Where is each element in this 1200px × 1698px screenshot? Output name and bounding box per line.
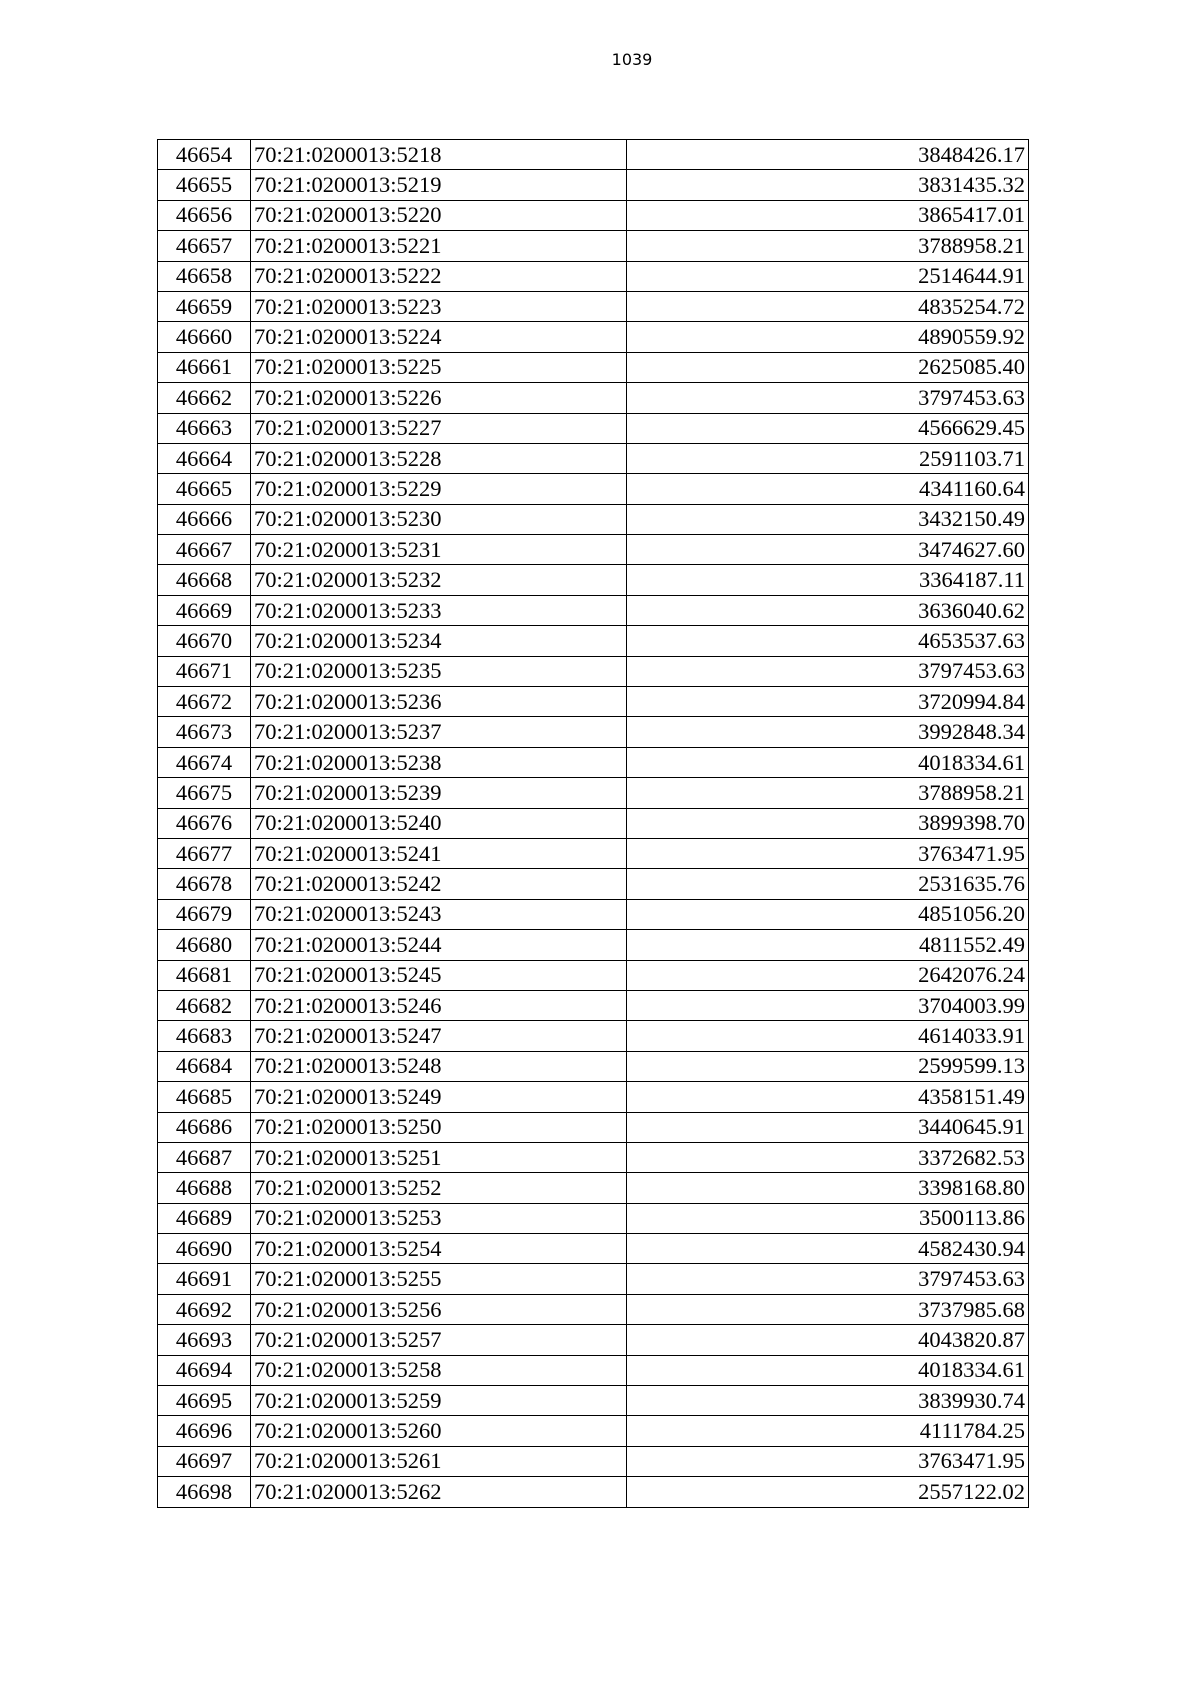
cadastral-number-cell: 70:21:0200013:5260 [251,1416,627,1446]
row-number-cell: 46663 [158,413,251,443]
value-cell: 3432150.49 [627,504,1029,534]
table-row [158,869,1029,899]
value-cell: 2599599.13 [627,1051,1029,1081]
value-cell: 3899398.70 [627,808,1029,838]
cadastral-number-cell: 70:21:0200013:5251 [251,1142,627,1172]
row-number-cell: 46679 [158,899,251,929]
row-number-cell: 46664 [158,443,251,473]
table-row [158,261,1029,291]
table-row [158,899,1029,929]
row-number-cell: 46686 [158,1112,251,1142]
value-cell: 3763471.95 [627,1446,1029,1476]
cadastral-number-cell: 70:21:0200013:5228 [251,443,627,473]
row-number-cell: 46690 [158,1234,251,1264]
cadastral-number-cell: 70:21:0200013:5246 [251,990,627,1020]
cadastral-number-cell: 70:21:0200013:5229 [251,474,627,504]
cadastral-number-cell: 70:21:0200013:5224 [251,322,627,352]
row-number-cell: 46683 [158,1021,251,1051]
row-number-cell: 46678 [158,869,251,899]
value-cell: 3797453.63 [627,656,1029,686]
value-cell: 2591103.71 [627,443,1029,473]
table-row [158,1112,1029,1142]
row-number-cell: 46694 [158,1355,251,1385]
table-row [158,1264,1029,1294]
row-number-cell: 46675 [158,778,251,808]
row-number-cell: 46685 [158,1082,251,1112]
row-number-cell: 46669 [158,595,251,625]
cadastral-number-cell: 70:21:0200013:5245 [251,960,627,990]
row-number-cell: 46666 [158,504,251,534]
value-cell: 3839930.74 [627,1386,1029,1416]
value-cell: 4111784.25 [627,1416,1029,1446]
cadastral-number-cell: 70:21:0200013:5243 [251,899,627,929]
value-cell: 4566629.45 [627,413,1029,443]
table-body [158,140,1029,1508]
value-cell: 2642076.24 [627,960,1029,990]
row-number-cell: 46695 [158,1386,251,1416]
table-row [158,474,1029,504]
value-cell: 3704003.99 [627,990,1029,1020]
cadastral-number-cell: 70:21:0200013:5219 [251,170,627,200]
row-number-cell: 46661 [158,352,251,382]
cadastral-number-cell: 70:21:0200013:5220 [251,200,627,230]
row-number-cell: 46659 [158,291,251,321]
table-row [158,687,1029,717]
table-row [158,1082,1029,1112]
row-number-cell: 46692 [158,1294,251,1324]
table-row [158,1203,1029,1233]
cadastral-number-cell: 70:21:0200013:5253 [251,1203,627,1233]
cadastral-number-cell: 70:21:0200013:5255 [251,1264,627,1294]
table-row [158,1477,1029,1507]
cadastral-number-cell: 70:21:0200013:5261 [251,1446,627,1476]
row-number-cell: 46681 [158,960,251,990]
value-cell: 3992848.34 [627,717,1029,747]
value-cell: 4358151.49 [627,1082,1029,1112]
value-cell: 4341160.64 [627,474,1029,504]
value-cell: 4653537.63 [627,626,1029,656]
table-row [158,1386,1029,1416]
row-number-cell: 46673 [158,717,251,747]
cadastral-number-cell: 70:21:0200013:5221 [251,231,627,261]
table-row [158,1173,1029,1203]
table-row [158,1142,1029,1172]
value-cell: 4614033.91 [627,1021,1029,1051]
cadastral-number-cell: 70:21:0200013:5250 [251,1112,627,1142]
value-cell: 3440645.91 [627,1112,1029,1142]
cadastral-number-cell: 70:21:0200013:5225 [251,352,627,382]
value-cell: 2514644.91 [627,261,1029,291]
value-cell: 4851056.20 [627,899,1029,929]
row-number-cell: 46697 [158,1446,251,1476]
table-row [158,1234,1029,1264]
value-cell: 3865417.01 [627,200,1029,230]
value-cell: 4582430.94 [627,1234,1029,1264]
value-cell: 4018334.61 [627,747,1029,777]
cadastral-number-cell: 70:21:0200013:5238 [251,747,627,777]
value-cell: 3797453.63 [627,1264,1029,1294]
value-cell: 3737985.68 [627,1294,1029,1324]
cadastral-number-cell: 70:21:0200013:5223 [251,291,627,321]
table-row [158,1325,1029,1355]
table-row [158,990,1029,1020]
cadastral-number-cell: 70:21:0200013:5237 [251,717,627,747]
cadastral-number-cell: 70:21:0200013:5259 [251,1386,627,1416]
value-cell: 3788958.21 [627,778,1029,808]
value-cell: 3763471.95 [627,838,1029,868]
cadastral-number-cell: 70:21:0200013:5231 [251,535,627,565]
table-row [158,656,1029,686]
row-number-cell: 46693 [158,1325,251,1355]
table-row [158,352,1029,382]
table-row [158,322,1029,352]
cadastral-number-cell: 70:21:0200013:5234 [251,626,627,656]
table-row [158,140,1029,170]
row-number-cell: 46655 [158,170,251,200]
row-number-cell: 46672 [158,687,251,717]
table-row [158,747,1029,777]
table-row [158,808,1029,838]
table-row [158,930,1029,960]
cadastral-number-cell: 70:21:0200013:5252 [251,1173,627,1203]
cadastral-number-cell: 70:21:0200013:5240 [251,808,627,838]
cadastral-number-cell: 70:21:0200013:5241 [251,838,627,868]
table-row [158,1021,1029,1051]
value-cell: 3788958.21 [627,231,1029,261]
value-cell: 4811552.49 [627,930,1029,960]
cadastral-number-cell: 70:21:0200013:5227 [251,413,627,443]
cadastral-number-cell: 70:21:0200013:5248 [251,1051,627,1081]
table-row [158,838,1029,868]
cadastral-number-cell: 70:21:0200013:5239 [251,778,627,808]
row-number-cell: 46698 [158,1477,251,1507]
value-cell: 3372682.53 [627,1142,1029,1172]
cadastral-number-cell: 70:21:0200013:5262 [251,1477,627,1507]
cadastral-number-cell: 70:21:0200013:5242 [251,869,627,899]
cadastral-value-table [157,139,1029,1508]
value-cell: 4835254.72 [627,291,1029,321]
value-cell: 4890559.92 [627,322,1029,352]
table-row [158,1051,1029,1081]
cadastral-number-cell: 70:21:0200013:5233 [251,595,627,625]
row-number-cell: 46677 [158,838,251,868]
cadastral-number-cell: 70:21:0200013:5258 [251,1355,627,1385]
table-row [158,504,1029,534]
table-row [158,413,1029,443]
table-row [158,231,1029,261]
row-number-cell: 46684 [158,1051,251,1081]
row-number-cell: 46667 [158,535,251,565]
cadastral-number-cell: 70:21:0200013:5244 [251,930,627,960]
cadastral-number-cell: 70:21:0200013:5235 [251,656,627,686]
value-cell: 4043820.87 [627,1325,1029,1355]
row-number-cell: 46676 [158,808,251,838]
row-number-cell: 46656 [158,200,251,230]
value-cell: 4018334.61 [627,1355,1029,1385]
page-number: 1039 [611,50,653,69]
table-row [158,170,1029,200]
cadastral-number-cell: 70:21:0200013:5254 [251,1234,627,1264]
row-number-cell: 46658 [158,261,251,291]
table-row [158,717,1029,747]
row-number-cell: 46665 [158,474,251,504]
row-number-cell: 46696 [158,1416,251,1446]
table-row [158,291,1029,321]
cadastral-number-cell: 70:21:0200013:5232 [251,565,627,595]
row-number-cell: 46662 [158,383,251,413]
value-cell: 3398168.80 [627,1173,1029,1203]
table-row [158,443,1029,473]
cadastral-number-cell: 70:21:0200013:5256 [251,1294,627,1324]
table-row [158,778,1029,808]
value-cell: 3720994.84 [627,687,1029,717]
table-row [158,1294,1029,1324]
cadastral-number-cell: 70:21:0200013:5218 [251,140,627,170]
row-number-cell: 46689 [158,1203,251,1233]
row-number-cell: 46691 [158,1264,251,1294]
row-number-cell: 46671 [158,656,251,686]
row-number-cell: 46688 [158,1173,251,1203]
row-number-cell: 46670 [158,626,251,656]
row-number-cell: 46657 [158,231,251,261]
cadastral-number-cell: 70:21:0200013:5230 [251,504,627,534]
table-row [158,200,1029,230]
cadastral-number-cell: 70:21:0200013:5222 [251,261,627,291]
table-row [158,1355,1029,1385]
table-row [158,565,1029,595]
cadastral-number-cell: 70:21:0200013:5249 [251,1082,627,1112]
value-cell: 3474627.60 [627,535,1029,565]
value-cell: 2531635.76 [627,869,1029,899]
table-row [158,535,1029,565]
table-row [158,626,1029,656]
value-cell: 2557122.02 [627,1477,1029,1507]
value-cell: 3636040.62 [627,595,1029,625]
value-cell: 3831435.32 [627,170,1029,200]
cadastral-number-cell: 70:21:0200013:5257 [251,1325,627,1355]
row-number-cell: 46660 [158,322,251,352]
table-row [158,1416,1029,1446]
row-number-cell: 46682 [158,990,251,1020]
row-number-cell: 46668 [158,565,251,595]
table-row [158,383,1029,413]
value-cell: 3364187.11 [627,565,1029,595]
value-cell: 2625085.40 [627,352,1029,382]
row-number-cell: 46680 [158,930,251,960]
value-cell: 3848426.17 [627,140,1029,170]
table-row [158,960,1029,990]
value-cell: 3500113.86 [627,1203,1029,1233]
cadastral-number-cell: 70:21:0200013:5226 [251,383,627,413]
table-row [158,1446,1029,1476]
row-number-cell: 46687 [158,1142,251,1172]
cadastral-number-cell: 70:21:0200013:5236 [251,687,627,717]
value-cell: 3797453.63 [627,383,1029,413]
cadastral-number-cell: 70:21:0200013:5247 [251,1021,627,1051]
table-row [158,595,1029,625]
row-number-cell: 46674 [158,747,251,777]
row-number-cell: 46654 [158,140,251,170]
